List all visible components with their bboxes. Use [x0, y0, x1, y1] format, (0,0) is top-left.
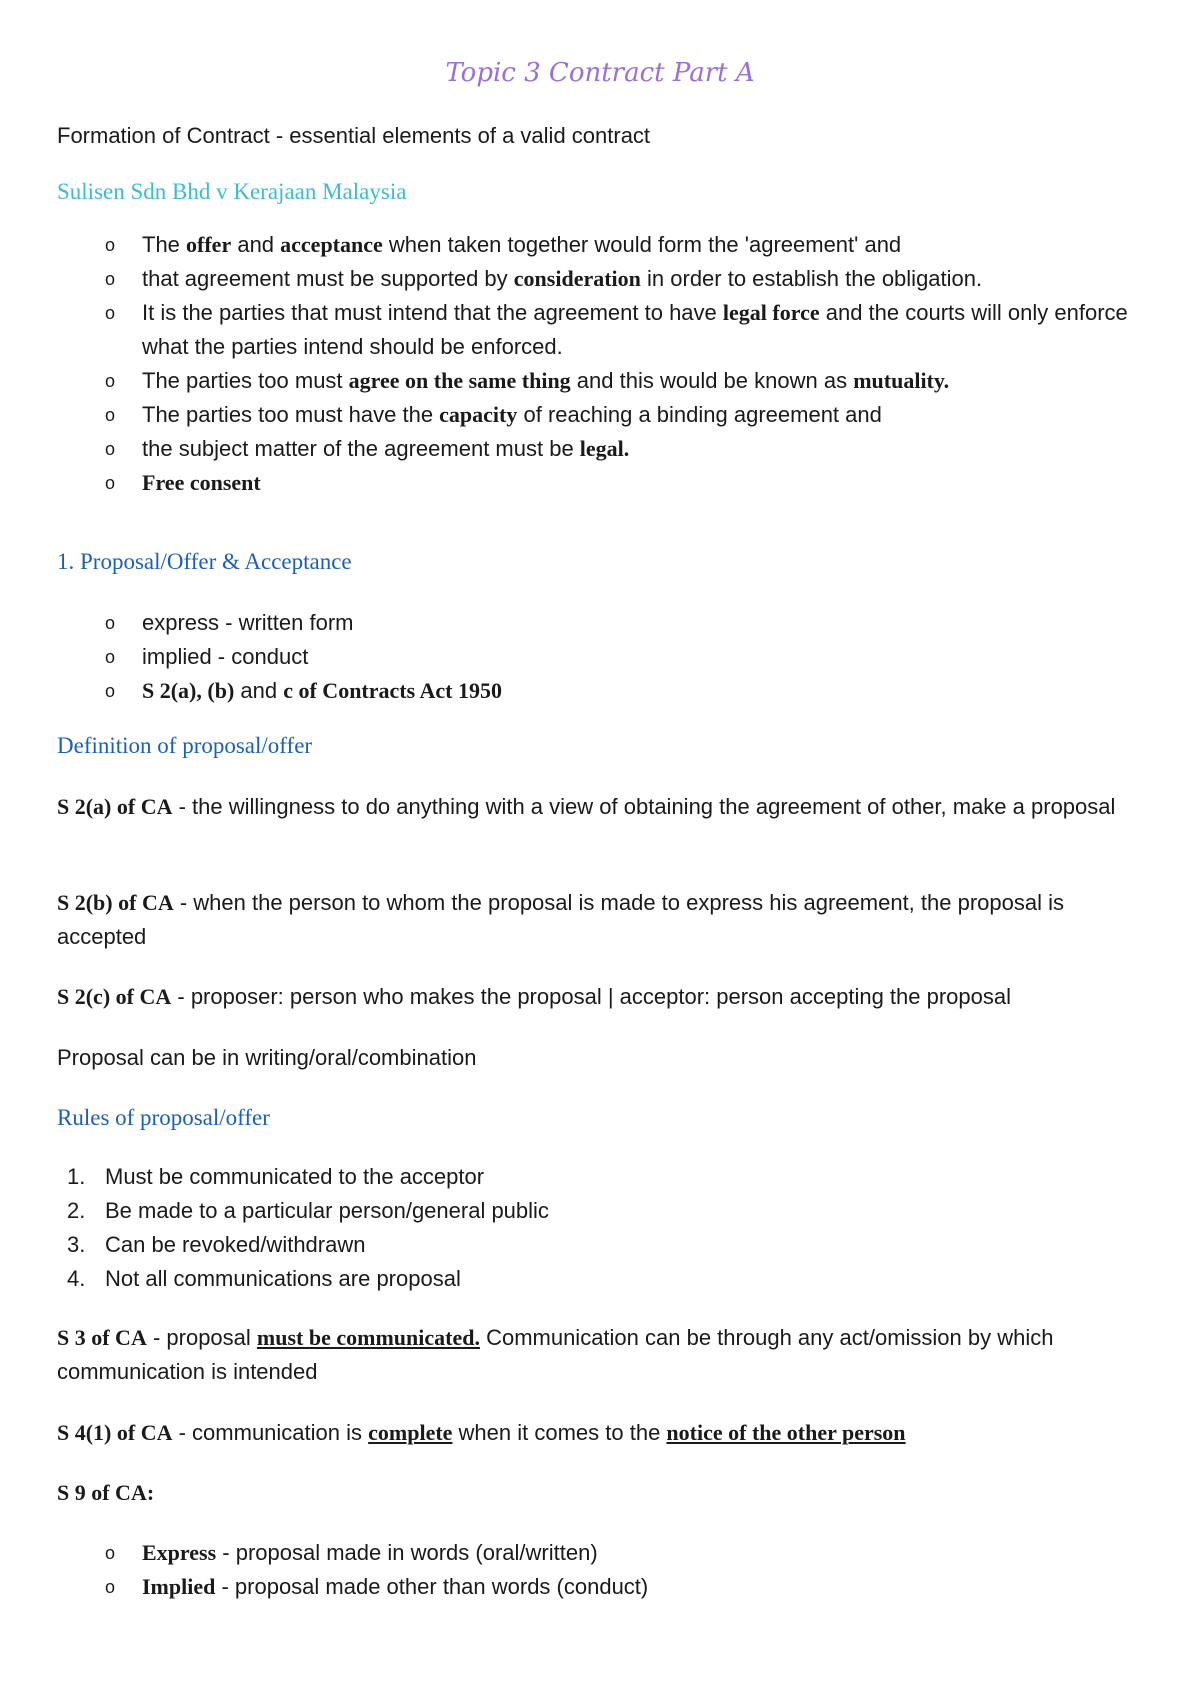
list-item: 4. Not all communications are proposal — [67, 1266, 461, 1291]
list-item: 2. Be made to a particular person/general public — [67, 1198, 549, 1223]
bullet-icon: o — [105, 269, 116, 289]
list-item: o Express - proposal made in words (oral/written) — [57, 1536, 1157, 1570]
list-item: o The parties too must agree on the same thing and this would be known as mutuality. — [57, 364, 1157, 398]
bullet-icon: o — [105, 681, 116, 701]
list-item: 1. Must be communicated to the acceptor — [67, 1164, 485, 1189]
definition-s2a: S 2(a) of CA - the willingness to do anything with a view of obtaining the agreement of other, make a proposal — [57, 794, 1116, 819]
section-9-heading: S 9 of CA: — [57, 1480, 155, 1505]
case-list-block — [57, 228, 1157, 500]
list-item: o implied - conduct — [57, 640, 1157, 674]
rules-heading: Rules of proposal/offer — [57, 1105, 270, 1130]
list-item: o Implied - proposal made other than words (conduct) — [57, 1570, 1157, 1604]
list-item: 3. Can be revoked/withdrawn — [67, 1232, 366, 1257]
proposal-forms: Proposal can be in writing/oral/combination — [57, 1045, 477, 1070]
section-3-paragraph: S 3 of CA - proposal must be communicated. Communication can be through any act/omission by which communication is intended — [57, 1325, 1054, 1384]
list-item: o the subject matter of the agreement must be legal. — [57, 432, 1157, 466]
list-item: o It is the parties that must intend that the agreement to have legal force and the courts will only enforce what the parties intend should be enforced. — [57, 296, 1157, 364]
list-item: o Free consent — [57, 466, 1157, 500]
list-item: o express - written form — [57, 606, 1157, 640]
rules-list-block — [57, 1160, 1157, 1296]
definition-heading: Definition of proposal/offer — [57, 733, 313, 758]
bullet-icon: o — [105, 405, 116, 425]
section1-list — [57, 606, 1157, 708]
bullet-icon: o — [105, 235, 116, 255]
page-title: Topic 3 Contract Part A — [445, 58, 755, 88]
bullet-icon: o — [105, 303, 116, 323]
bullet-icon: o — [105, 647, 116, 667]
definition-s2b: S 2(b) of CA - when the person to whom the proposal is made to express his agreement, the proposal is accepted — [57, 890, 1064, 949]
list-item: o that agreement must be supported by consideration in order to establish the obligation. — [57, 262, 1157, 296]
section-4-paragraph: S 4(1) of CA - communication is complete when it comes to the notice of the other person — [57, 1420, 906, 1445]
bullet-icon: o — [105, 613, 116, 633]
case-heading: Sulisen Sdn Bhd v Kerajaan Malaysia — [57, 179, 407, 204]
section9-list-block — [57, 1536, 1157, 1604]
list-item: o The parties too must have the capacity of reaching a binding agreement and — [57, 398, 1157, 432]
section1-list-block — [57, 606, 1157, 708]
definition-s2c: S 2(c) of CA - proposer: person who makes the proposal | acceptor: person accepting the proposal — [57, 984, 1012, 1009]
section-heading: 1. Proposal/Offer & Acceptance — [57, 549, 352, 574]
bullet-icon: o — [105, 1543, 116, 1563]
case-list — [57, 228, 1157, 500]
section9-list — [57, 1536, 1157, 1604]
list-item: o S 2(a), (b) and c of Contracts Act 1950 — [57, 674, 1157, 708]
bullet-icon: o — [105, 371, 116, 391]
rules-list — [57, 1160, 1157, 1296]
intro-line: Formation of Contract - essential elements of a valid contract — [57, 123, 651, 148]
bullet-icon: o — [105, 1577, 116, 1597]
bullet-icon: o — [105, 439, 116, 459]
bullet-icon: o — [105, 473, 116, 493]
list-item: o The offer and acceptance when taken together would form the 'agreement' and — [57, 228, 1157, 262]
